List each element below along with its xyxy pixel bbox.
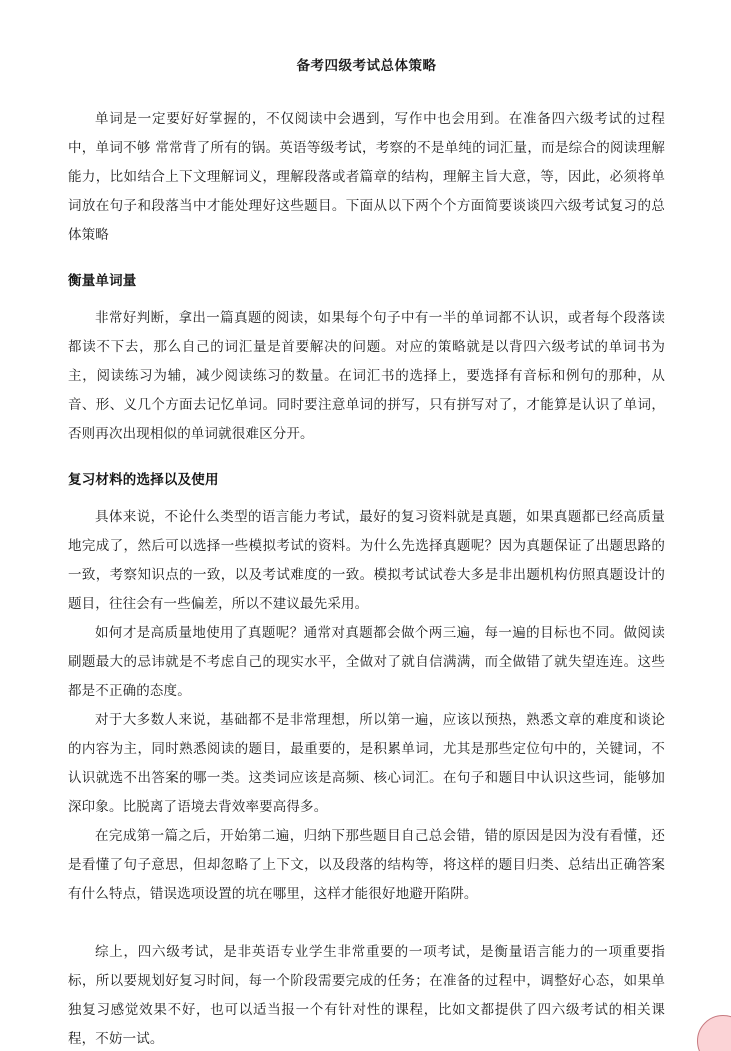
spacer-after-heading-vocab — [68, 292, 665, 304]
spacer-after-title — [68, 76, 665, 105]
page-title: 备考四级考试总体策略 — [296, 58, 437, 74]
paragraph-materials-2: 如何才是高质量地使用了真题呢？通常对真题都会做个两三遍，每一遍的目标也不同。做阅读刷题最大的忌讳就是不考虑自己的现实水平，全做对了就自信满满，而全做错了就失望连连。这些都是不正确的态度。 — [68, 624, 665, 699]
paragraph-conclusion: 综上，四六级考试，是非英语专业学生非常重要的一项考试，是衡量语言能力的一项重要指标，所以要规划好复习时间，每一个阶段需要完成的任务；在准备的过程中，调整好心态，如果单独复习感觉效果不好，也可以适当报一个有针对性的课程，比如文都提供了四六级考试的相关课程，不妨一试。 — [68, 943, 665, 1047]
spacer-after-heading-material — [68, 491, 665, 503]
paragraph-intro: 单词是一定要好好掌握的，不仅阅读中会遇到，写作中也会用到。在准备四六级考试的过程中，单词不够 常常背了所有的锅。英语等级考试，考察的不是单纯的词汇量，而是综合的阅读理解能力，比如结合上下文理解词义，理解段落或者篇章的结构，理解主旨大意，等，因此，必须将单词放在句子和段落当中才能处理好这些题目。下面从以下两个个方面简要谈谈四六级考试复习的总体策略 — [68, 110, 665, 243]
spacer-before-conclusion — [68, 909, 665, 938]
spacer-before-heading-vocab — [68, 250, 665, 270]
paragraph-materials-1: 具体来说，不论什么类型的语言能力考试，最好的复习资料就是真题，如果真题都已经高质量地完成了，然后可以选择一些模拟考试的资料。为什么先选择真题呢？因为真题保证了出题思路的一致，考察知识点的一致，以及考试难度的一致。模拟考试试卷大多是非出题机构仿照真题设计的题目，往往会有一些偏差，所以不建议最先采用。 — [68, 508, 665, 612]
paragraph-vocabulary: 非常好判断，拿出一篇真题的阅读，如果每个句子中有一半的单词都不认识，或者每个段落读都读不下去，那么自己的词汇量是首要解决的问题。对应的策略就是以背四六级考试的单词书为主，阅读练习为辅，减少阅读练习的数量。在词汇书的选择上，要选择有音标和例句的那种，从音、形、义几个方面去记忆单词。同时要注意单词的拼写，只有拼写对了，才能算是认识了单词，否则再次出现相似的单词就很难区分开。 — [68, 309, 665, 442]
section-heading-materials: 复习材料的选择以及使用 — [68, 471, 219, 488]
corner-decoration-blob — [697, 1015, 731, 1051]
section-heading-vocabulary: 衡量单词量 — [68, 272, 137, 289]
document-body — [68, 0, 665, 1051]
spacer-before-heading-material — [68, 449, 665, 469]
paragraph-materials-4: 在完成第一篇之后，开始第二遍，归纳下那些题目自己总会错，错的原因是因为没有看懂，还是看懂了句子意思，但却忽略了上下文，以及段落的结构等，将这样的题目归类、总结出正确答案有什么特点，错误选项设置的坑在哪里，这样才能很好地避开陷阱。 — [68, 827, 665, 902]
paragraph-materials-3: 对于大多数人来说，基础都不是非常理想，所以第一遍，应该以预热，熟悉文章的难度和谈论的内容为主，同时熟悉阅读的题目，最重要的，是积累单词，尤其是那些定位句中的，关键词，不认识就选不出答案的哪一类。这类词应该是高频、核心词汇。在句子和题目中认识这些词，能够加深印象。比脱离了语境去背效率要高得多。 — [68, 711, 665, 815]
